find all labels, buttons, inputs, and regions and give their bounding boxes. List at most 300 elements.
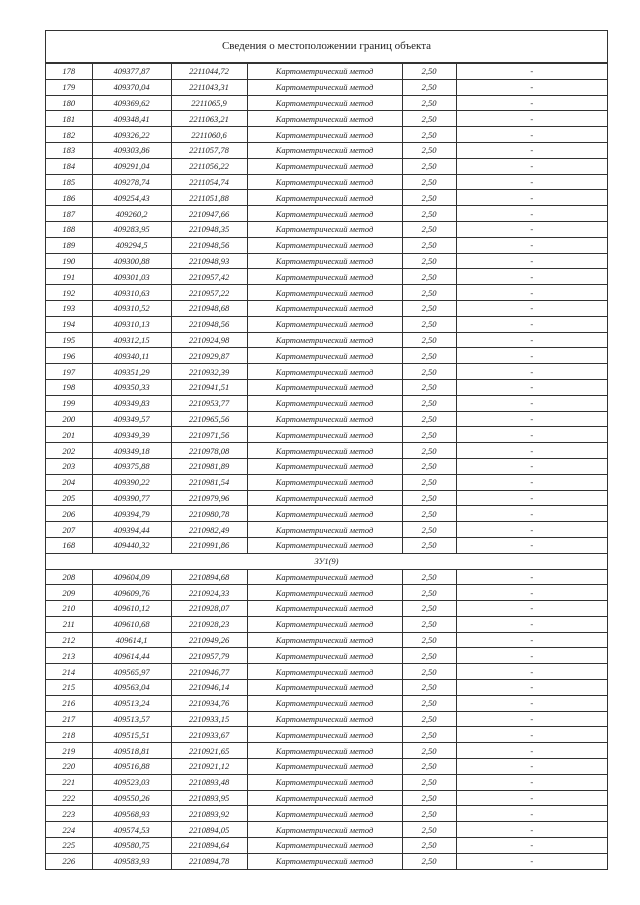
accuracy-cell: 2,50 [402, 506, 456, 522]
point-number-cell: 199 [46, 395, 92, 411]
coordinate-x-cell: 409260,2 [92, 206, 171, 222]
accuracy-cell: 2,50 [402, 158, 456, 174]
accuracy-cell: 2,50 [402, 127, 456, 143]
accuracy-cell: 2,50 [402, 616, 456, 632]
point-number-cell: 191 [46, 269, 92, 285]
method-cell: Картометрический метод [247, 316, 402, 332]
accuracy-cell: 2,50 [402, 474, 456, 490]
coordinate-y-cell: 2211044,72 [171, 64, 247, 80]
point-number-cell: 188 [46, 221, 92, 237]
accuracy-cell: 2,50 [402, 727, 456, 743]
coordinate-x-cell: 409390,22 [92, 474, 171, 490]
table-row [46, 316, 607, 332]
extra-cell: - [456, 237, 607, 253]
coordinate-y-cell: 2210948,68 [171, 300, 247, 316]
section-label: ЗУ1(9) [46, 553, 607, 569]
table-row [46, 616, 607, 632]
point-number-cell: 202 [46, 443, 92, 459]
coordinate-x-cell: 409278,74 [92, 174, 171, 190]
method-cell: Картометрический метод [247, 364, 402, 380]
section-row [46, 553, 607, 569]
accuracy-cell: 2,50 [402, 348, 456, 364]
extra-cell: - [456, 64, 607, 80]
method-cell: Картометрический метод [247, 206, 402, 222]
coordinate-x-cell: 409254,43 [92, 190, 171, 206]
method-cell: Картометрический метод [247, 648, 402, 664]
coordinate-x-cell: 409440,32 [92, 537, 171, 553]
method-cell: Картометрический метод [247, 490, 402, 506]
table-row [46, 411, 607, 427]
coordinate-y-cell: 2210965,56 [171, 411, 247, 427]
accuracy-cell: 2,50 [402, 206, 456, 222]
coordinate-x-cell: 409565,97 [92, 664, 171, 680]
coordinate-y-cell: 2210934,76 [171, 695, 247, 711]
table-row [46, 490, 607, 506]
extra-cell: - [456, 174, 607, 190]
coordinate-y-cell: 2210894,68 [171, 569, 247, 585]
method-cell: Картометрический метод [247, 111, 402, 127]
coordinate-y-cell: 2211051,88 [171, 190, 247, 206]
coordinate-y-cell: 2211060,6 [171, 127, 247, 143]
accuracy-cell: 2,50 [402, 316, 456, 332]
point-number-cell: 192 [46, 285, 92, 301]
accuracy-cell: 2,50 [402, 743, 456, 759]
point-number-cell: 206 [46, 506, 92, 522]
coordinate-y-cell: 2210933,15 [171, 711, 247, 727]
coordinate-x-cell: 409310,13 [92, 316, 171, 332]
coordinate-x-cell: 409377,87 [92, 64, 171, 80]
method-cell: Картометрический метод [247, 395, 402, 411]
extra-cell: - [456, 332, 607, 348]
method-cell: Картометрический метод [247, 158, 402, 174]
coordinate-y-cell: 2210957,22 [171, 285, 247, 301]
coordinate-y-cell: 2210894,64 [171, 838, 247, 854]
point-number-cell: 193 [46, 300, 92, 316]
coordinate-y-cell: 2211057,78 [171, 142, 247, 158]
coordinate-x-cell: 409312,15 [92, 332, 171, 348]
point-number-cell: 218 [46, 727, 92, 743]
table-row [46, 601, 607, 617]
point-number-cell: 185 [46, 174, 92, 190]
method-cell: Картометрический метод [247, 727, 402, 743]
coordinate-x-cell: 409563,04 [92, 680, 171, 696]
extra-cell: - [456, 316, 607, 332]
table-row [46, 395, 607, 411]
point-number-cell: 198 [46, 379, 92, 395]
extra-cell: - [456, 601, 607, 617]
extra-cell: - [456, 300, 607, 316]
method-cell: Картометрический метод [247, 221, 402, 237]
point-number-cell: 211 [46, 616, 92, 632]
point-number-cell: 181 [46, 111, 92, 127]
method-cell: Картометрический метод [247, 64, 402, 80]
coordinate-y-cell: 2210948,56 [171, 316, 247, 332]
coordinate-x-cell: 409516,88 [92, 759, 171, 775]
extra-cell: - [456, 427, 607, 443]
table-row [46, 569, 607, 585]
table-row [46, 64, 607, 80]
table-row [46, 648, 607, 664]
method-cell: Картометрический метод [247, 790, 402, 806]
table-row [46, 743, 607, 759]
method-cell: Картометрический метод [247, 443, 402, 459]
coordinate-y-cell: 2210893,95 [171, 790, 247, 806]
point-number-cell: 207 [46, 522, 92, 538]
extra-cell: - [456, 806, 607, 822]
accuracy-cell: 2,50 [402, 221, 456, 237]
coordinate-y-cell: 2210921,65 [171, 743, 247, 759]
coordinate-x-cell: 409610,12 [92, 601, 171, 617]
coordinate-x-cell: 409301,03 [92, 269, 171, 285]
accuracy-cell: 2,50 [402, 395, 456, 411]
method-cell: Картометрический метод [247, 759, 402, 775]
coordinate-y-cell: 2210948,35 [171, 221, 247, 237]
coordinate-y-cell: 2210953,77 [171, 395, 247, 411]
method-cell: Картометрический метод [247, 569, 402, 585]
extra-cell: - [456, 253, 607, 269]
coordinate-y-cell: 2210946,14 [171, 680, 247, 696]
point-number-cell: 225 [46, 838, 92, 854]
point-number-cell: 183 [46, 142, 92, 158]
method-cell: Картометрический метод [247, 806, 402, 822]
point-number-cell: 213 [46, 648, 92, 664]
method-cell: Картометрический метод [247, 142, 402, 158]
accuracy-cell: 2,50 [402, 790, 456, 806]
coordinate-x-cell: 409614,1 [92, 632, 171, 648]
point-number-cell: 223 [46, 806, 92, 822]
method-cell: Картометрический метод [247, 300, 402, 316]
point-number-cell: 204 [46, 474, 92, 490]
point-number-cell: 215 [46, 680, 92, 696]
table-row [46, 127, 607, 143]
point-number-cell: 197 [46, 364, 92, 380]
table-row [46, 379, 607, 395]
method-cell: Картометрический метод [247, 822, 402, 838]
method-cell: Картометрический метод [247, 664, 402, 680]
coordinate-y-cell: 2210924,33 [171, 585, 247, 601]
method-cell: Картометрический метод [247, 774, 402, 790]
coordinate-x-cell: 409349,18 [92, 443, 171, 459]
point-number-cell: 179 [46, 79, 92, 95]
method-cell: Картометрический метод [247, 253, 402, 269]
coordinate-x-cell: 409310,52 [92, 300, 171, 316]
extra-cell: - [456, 759, 607, 775]
point-number-cell: 203 [46, 458, 92, 474]
extra-cell: - [456, 695, 607, 711]
table-row [46, 237, 607, 253]
coordinate-x-cell: 409349,57 [92, 411, 171, 427]
extra-cell: - [456, 142, 607, 158]
table-row [46, 695, 607, 711]
coordinate-x-cell: 409326,22 [92, 127, 171, 143]
coordinate-y-cell: 2211056,22 [171, 158, 247, 174]
coordinate-x-cell: 409283,95 [92, 221, 171, 237]
method-cell: Картометрический метод [247, 411, 402, 427]
coordinate-y-cell: 2210948,56 [171, 237, 247, 253]
accuracy-cell: 2,50 [402, 853, 456, 868]
table-row [46, 506, 607, 522]
coordinate-x-cell: 409351,29 [92, 364, 171, 380]
accuracy-cell: 2,50 [402, 680, 456, 696]
extra-cell: - [456, 632, 607, 648]
coordinate-x-cell: 409583,93 [92, 853, 171, 868]
coordinate-y-cell: 2210932,39 [171, 364, 247, 380]
coordinate-x-cell: 409580,75 [92, 838, 171, 854]
extra-cell: - [456, 190, 607, 206]
extra-cell: - [456, 411, 607, 427]
method-cell: Картометрический метод [247, 190, 402, 206]
method-cell: Картометрический метод [247, 237, 402, 253]
point-number-cell: 222 [46, 790, 92, 806]
coordinate-y-cell: 2210933,67 [171, 727, 247, 743]
accuracy-cell: 2,50 [402, 664, 456, 680]
document-table [45, 30, 608, 870]
method-cell: Картометрический метод [247, 537, 402, 553]
point-number-cell: 220 [46, 759, 92, 775]
extra-cell: - [456, 379, 607, 395]
coordinate-y-cell: 2210957,79 [171, 648, 247, 664]
method-cell: Картометрический метод [247, 695, 402, 711]
method-cell: Картометрический метод [247, 348, 402, 364]
point-number-cell: 187 [46, 206, 92, 222]
method-cell: Картометрический метод [247, 711, 402, 727]
table-row [46, 774, 607, 790]
table-row [46, 95, 607, 111]
table-row [46, 537, 607, 553]
coordinate-y-cell: 2210928,07 [171, 601, 247, 617]
point-number-cell: 200 [46, 411, 92, 427]
method-cell: Картометрический метод [247, 853, 402, 868]
extra-cell: - [456, 490, 607, 506]
method-cell: Картометрический метод [247, 379, 402, 395]
point-number-cell: 212 [46, 632, 92, 648]
table-row [46, 711, 607, 727]
coordinate-y-cell: 2210957,42 [171, 269, 247, 285]
method-cell: Картометрический метод [247, 601, 402, 617]
extra-cell: - [456, 838, 607, 854]
coordinate-x-cell: 409574,53 [92, 822, 171, 838]
coordinate-y-cell: 2210929,87 [171, 348, 247, 364]
coordinate-y-cell: 2210979,96 [171, 490, 247, 506]
coordinate-y-cell: 2211063,21 [171, 111, 247, 127]
extra-cell: - [456, 269, 607, 285]
coordinates-table [46, 63, 607, 869]
extra-cell: - [456, 443, 607, 459]
table-row [46, 838, 607, 854]
table-row [46, 79, 607, 95]
table-row [46, 285, 607, 301]
coordinate-x-cell: 409614,44 [92, 648, 171, 664]
point-number-cell: 189 [46, 237, 92, 253]
accuracy-cell: 2,50 [402, 300, 456, 316]
coordinate-y-cell: 2210980,78 [171, 506, 247, 522]
table-row [46, 300, 607, 316]
point-number-cell: 186 [46, 190, 92, 206]
accuracy-cell: 2,50 [402, 632, 456, 648]
extra-cell: - [456, 711, 607, 727]
accuracy-cell: 2,50 [402, 695, 456, 711]
accuracy-cell: 2,50 [402, 443, 456, 459]
method-cell: Картометрический метод [247, 427, 402, 443]
table-row [46, 759, 607, 775]
method-cell: Картометрический метод [247, 458, 402, 474]
table-row [46, 427, 607, 443]
table-row [46, 727, 607, 743]
accuracy-cell: 2,50 [402, 64, 456, 80]
table-row [46, 474, 607, 490]
coordinate-x-cell: 409513,24 [92, 695, 171, 711]
method-cell: Картометрический метод [247, 269, 402, 285]
extra-cell: - [456, 474, 607, 490]
coordinate-y-cell: 2210947,66 [171, 206, 247, 222]
table-row [46, 585, 607, 601]
point-number-cell: 205 [46, 490, 92, 506]
extra-cell: - [456, 680, 607, 696]
point-number-cell: 210 [46, 601, 92, 617]
coordinate-x-cell: 409349,39 [92, 427, 171, 443]
table-row [46, 632, 607, 648]
coordinate-y-cell: 2210982,49 [171, 522, 247, 538]
method-cell: Картометрический метод [247, 616, 402, 632]
table-row [46, 458, 607, 474]
extra-cell: - [456, 364, 607, 380]
coordinate-x-cell: 409610,68 [92, 616, 171, 632]
coordinate-x-cell: 409349,83 [92, 395, 171, 411]
coordinate-y-cell: 2210971,56 [171, 427, 247, 443]
method-cell: Картометрический метод [247, 743, 402, 759]
coordinate-y-cell: 2210894,05 [171, 822, 247, 838]
coordinate-x-cell: 409303,86 [92, 142, 171, 158]
table-row [46, 142, 607, 158]
accuracy-cell: 2,50 [402, 79, 456, 95]
accuracy-cell: 2,50 [402, 601, 456, 617]
coordinate-y-cell: 2211054,74 [171, 174, 247, 190]
extra-cell: - [456, 664, 607, 680]
method-cell: Картометрический метод [247, 632, 402, 648]
point-number-cell: 194 [46, 316, 92, 332]
table-row [46, 111, 607, 127]
extra-cell: - [456, 853, 607, 868]
table-row [46, 253, 607, 269]
table-body [46, 64, 607, 869]
extra-cell: - [456, 206, 607, 222]
extra-cell: - [456, 522, 607, 538]
accuracy-cell: 2,50 [402, 569, 456, 585]
accuracy-cell: 2,50 [402, 237, 456, 253]
table-row [46, 853, 607, 868]
accuracy-cell: 2,50 [402, 190, 456, 206]
extra-cell: - [456, 648, 607, 664]
method-cell: Картометрический метод [247, 474, 402, 490]
table-row [46, 522, 607, 538]
coordinate-x-cell: 409515,51 [92, 727, 171, 743]
coordinate-y-cell: 2210981,89 [171, 458, 247, 474]
accuracy-cell: 2,50 [402, 522, 456, 538]
point-number-cell: 195 [46, 332, 92, 348]
extra-cell: - [456, 158, 607, 174]
point-number-cell: 219 [46, 743, 92, 759]
method-cell: Картометрический метод [247, 332, 402, 348]
extra-cell: - [456, 569, 607, 585]
coordinate-y-cell: 2210893,48 [171, 774, 247, 790]
coordinate-y-cell: 2210946,77 [171, 664, 247, 680]
coordinate-x-cell: 409340,11 [92, 348, 171, 364]
coordinate-x-cell: 409348,41 [92, 111, 171, 127]
table-row [46, 190, 607, 206]
table-row [46, 269, 607, 285]
accuracy-cell: 2,50 [402, 585, 456, 601]
coordinate-x-cell: 409291,04 [92, 158, 171, 174]
coordinate-y-cell: 2210924,98 [171, 332, 247, 348]
extra-cell: - [456, 774, 607, 790]
table-row [46, 221, 607, 237]
accuracy-cell: 2,50 [402, 364, 456, 380]
point-number-cell: 217 [46, 711, 92, 727]
coordinate-x-cell: 409394,79 [92, 506, 171, 522]
method-cell: Картометрический метод [247, 680, 402, 696]
coordinate-y-cell: 2210928,23 [171, 616, 247, 632]
table-row [46, 680, 607, 696]
table-row [46, 348, 607, 364]
point-number-cell: 184 [46, 158, 92, 174]
table-row [46, 790, 607, 806]
coordinate-x-cell: 409609,76 [92, 585, 171, 601]
point-number-cell: 196 [46, 348, 92, 364]
accuracy-cell: 2,50 [402, 95, 456, 111]
coordinate-x-cell: 409294,5 [92, 237, 171, 253]
accuracy-cell: 2,50 [402, 379, 456, 395]
point-number-cell: 221 [46, 774, 92, 790]
accuracy-cell: 2,50 [402, 269, 456, 285]
extra-cell: - [456, 585, 607, 601]
table-row [46, 443, 607, 459]
accuracy-cell: 2,50 [402, 806, 456, 822]
point-number-cell: 214 [46, 664, 92, 680]
accuracy-cell: 2,50 [402, 142, 456, 158]
point-number-cell: 209 [46, 585, 92, 601]
point-number-cell: 201 [46, 427, 92, 443]
coordinate-y-cell: 2210893,92 [171, 806, 247, 822]
coordinate-x-cell: 409513,57 [92, 711, 171, 727]
extra-cell: - [456, 743, 607, 759]
extra-cell: - [456, 822, 607, 838]
extra-cell: - [456, 537, 607, 553]
method-cell: Картометрический метод [247, 285, 402, 301]
point-number-cell: 168 [46, 537, 92, 553]
extra-cell: - [456, 458, 607, 474]
extra-cell: - [456, 727, 607, 743]
extra-cell: - [456, 285, 607, 301]
accuracy-cell: 2,50 [402, 537, 456, 553]
point-number-cell: 224 [46, 822, 92, 838]
coordinate-x-cell: 409550,26 [92, 790, 171, 806]
table-row [46, 806, 607, 822]
table-row [46, 364, 607, 380]
extra-cell: - [456, 395, 607, 411]
method-cell: Картометрический метод [247, 522, 402, 538]
accuracy-cell: 2,50 [402, 774, 456, 790]
coordinate-x-cell: 409370,04 [92, 79, 171, 95]
method-cell: Картометрический метод [247, 585, 402, 601]
table-row [46, 664, 607, 680]
table-row [46, 174, 607, 190]
coordinate-x-cell: 409310,63 [92, 285, 171, 301]
point-number-cell: 182 [46, 127, 92, 143]
coordinate-y-cell: 2211043,31 [171, 79, 247, 95]
coordinate-x-cell: 409390,77 [92, 490, 171, 506]
accuracy-cell: 2,50 [402, 838, 456, 854]
method-cell: Картометрический метод [247, 838, 402, 854]
